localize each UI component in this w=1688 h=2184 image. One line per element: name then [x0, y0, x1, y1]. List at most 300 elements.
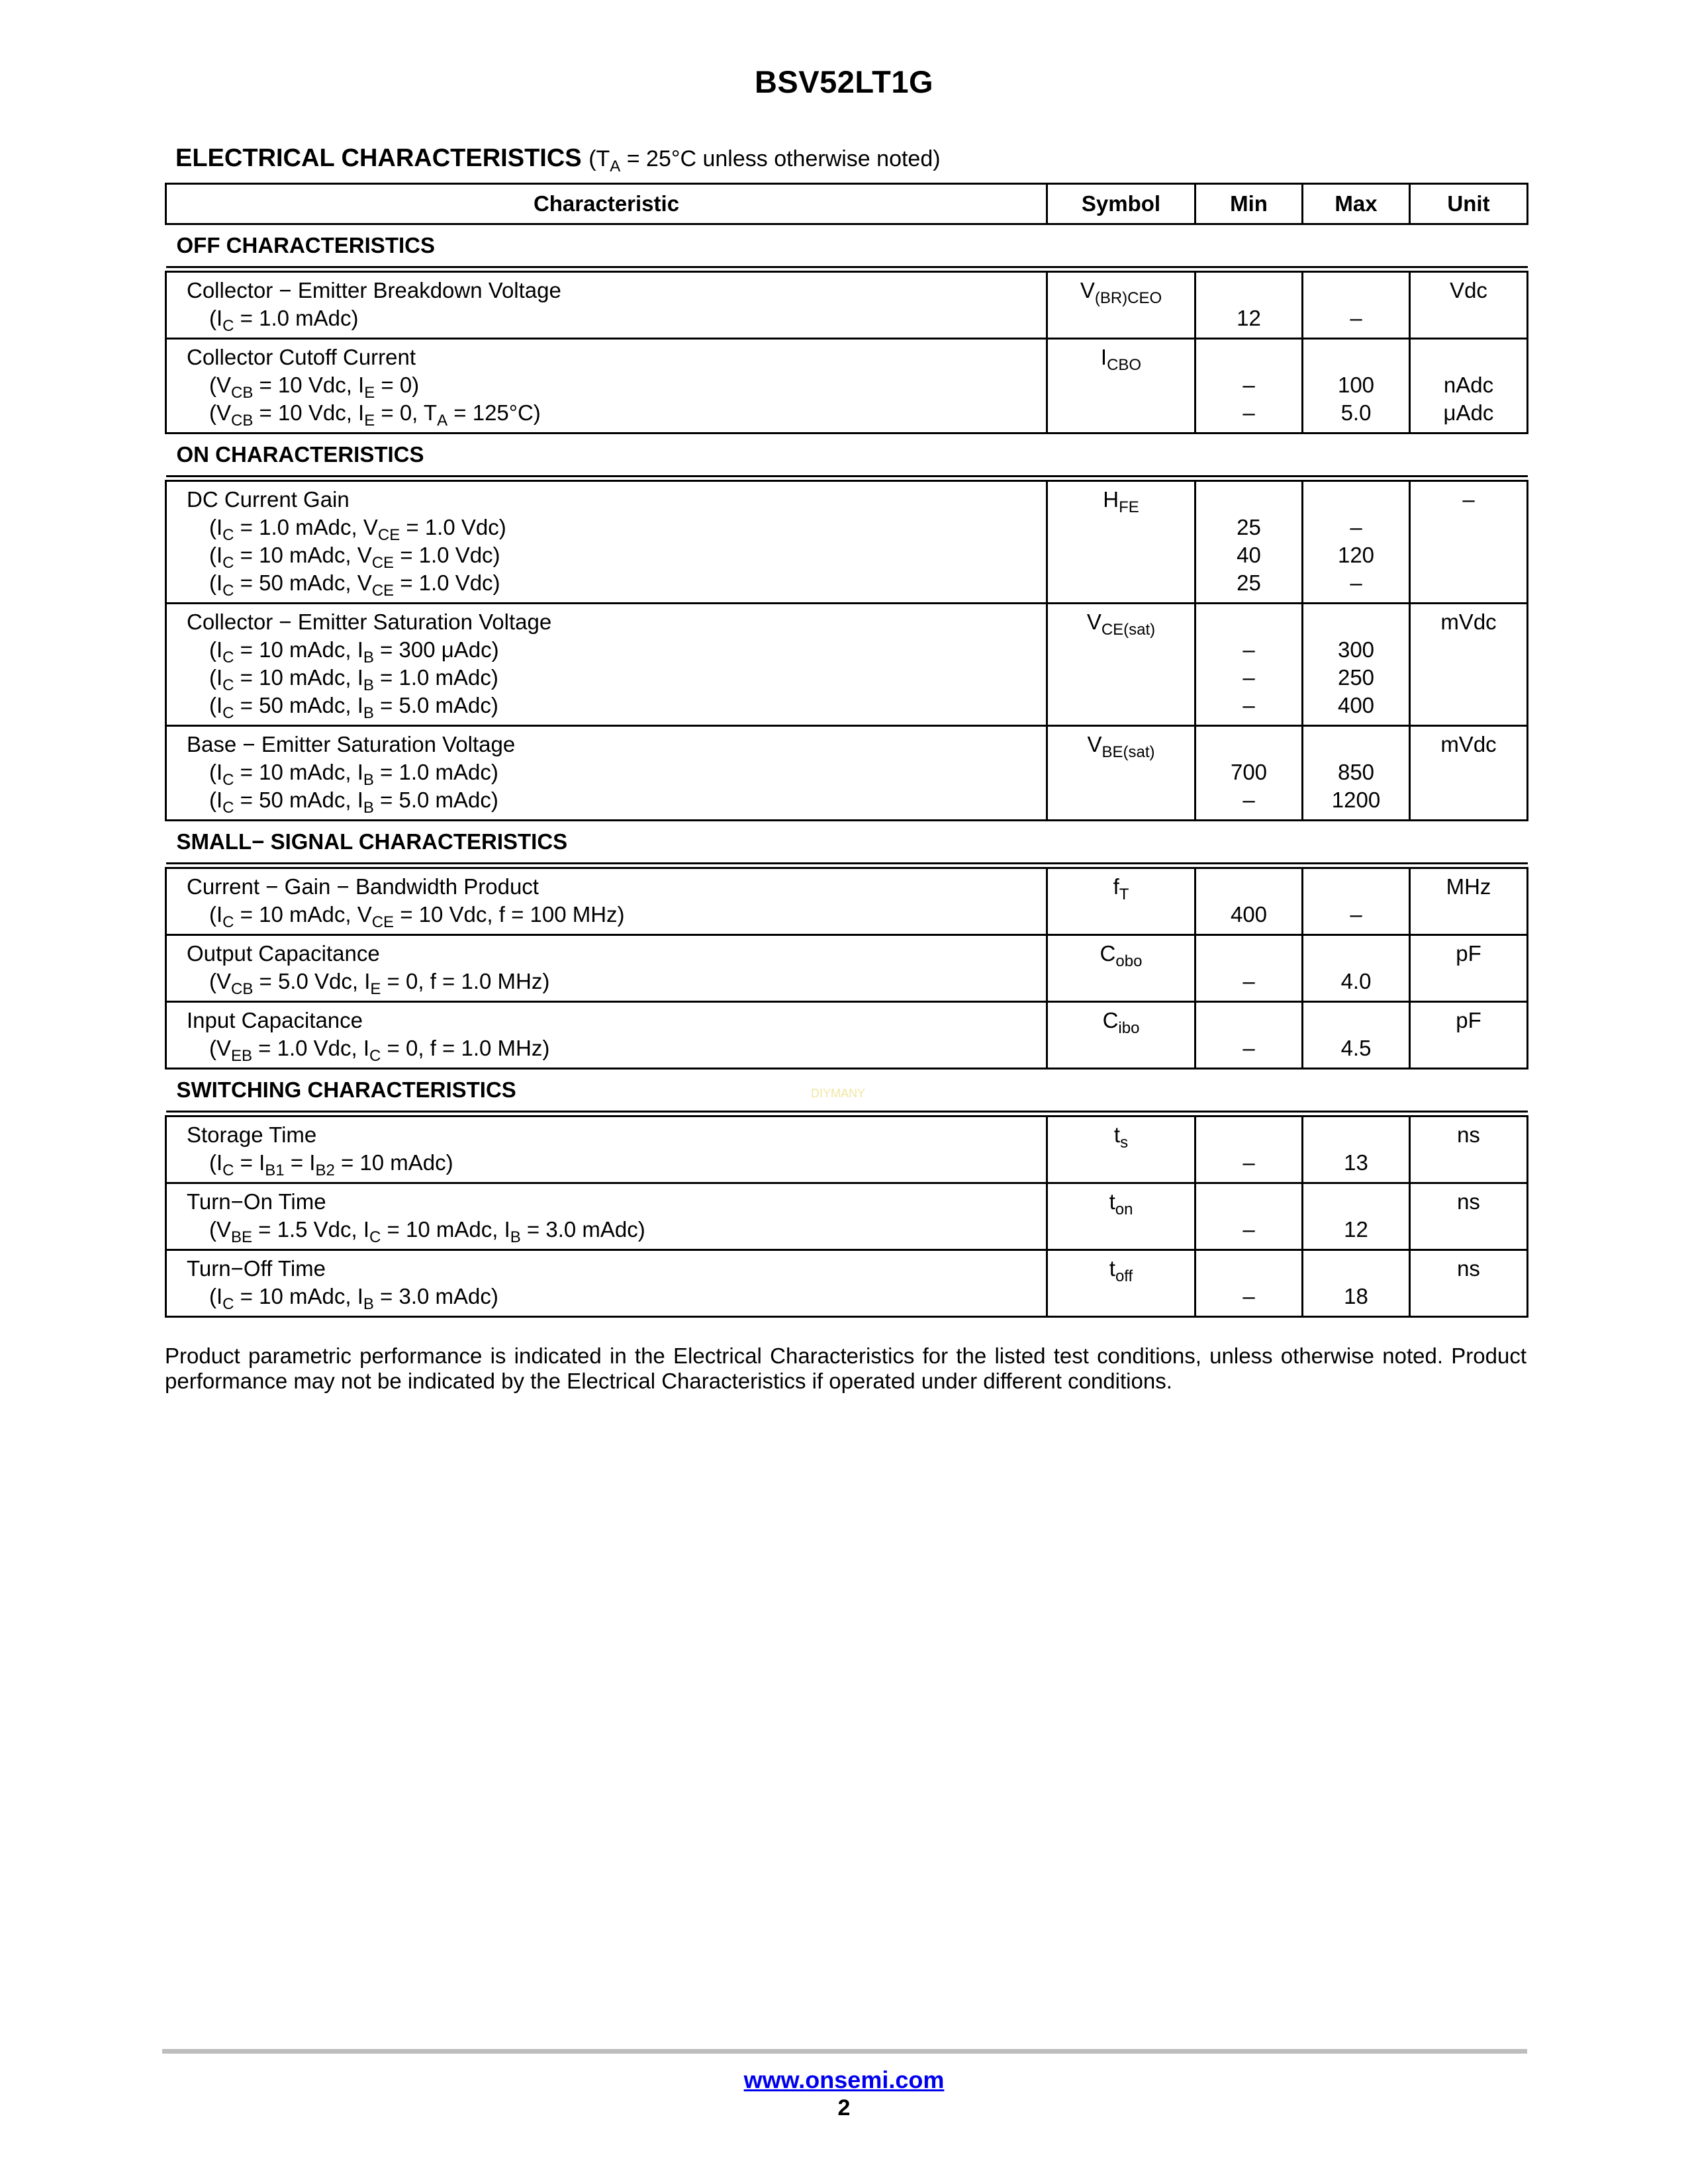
symbol-cell [1047, 604, 1196, 726]
test-condition [187, 1283, 1046, 1313]
test-condition [187, 786, 1046, 817]
group-title: SWITCHING CHARACTERISTICS [166, 1069, 1528, 1112]
text-part: = I [284, 1150, 316, 1175]
group-title: OFF CHARACTERISTICS [166, 224, 1528, 267]
text-part: = 3.0 mAdc) [520, 1217, 645, 1242]
watermark: DIYMANY [811, 1087, 866, 1100]
min-value: – [1243, 665, 1255, 690]
spacer-line [1303, 343, 1409, 371]
subscript: CB [231, 412, 254, 430]
symbol [1048, 1255, 1194, 1283]
max-value: 12 [1344, 1217, 1368, 1242]
max-value: 250 [1337, 665, 1375, 690]
table-row [166, 726, 1528, 821]
test-condition [187, 636, 1046, 664]
unit-cell [1410, 935, 1528, 1002]
subscript: C [222, 582, 234, 600]
test-condition [187, 569, 1046, 600]
text-part: = 10 mAdc, V [234, 902, 372, 927]
text-part: = 5.0 Vdc, I [253, 969, 371, 993]
min-value: 12 [1237, 306, 1261, 330]
text-part: t [1109, 1256, 1115, 1281]
spacer-line [1303, 277, 1409, 304]
min-cell [1196, 481, 1303, 604]
page-title: BSV52LT1G [754, 64, 934, 99]
symbol-cell [1047, 1183, 1196, 1250]
condition-prefix: (T [588, 146, 610, 171]
text-part: = 10 Vdc, I [253, 373, 365, 397]
text-part: = 1.0 Vdc) [394, 570, 500, 595]
text-part: = 50 mAdc, I [234, 788, 363, 812]
text-part: V [1086, 610, 1102, 634]
text-part: I [1100, 345, 1107, 369]
spacer-line [1303, 873, 1409, 901]
text-part: C [1100, 941, 1116, 966]
subscript: C [222, 799, 234, 817]
max-cell [1303, 272, 1410, 339]
text-part: H [1103, 487, 1119, 512]
symbol-cell [1047, 868, 1196, 935]
subscript: obo [1115, 952, 1143, 970]
unit-value: – [1462, 487, 1475, 512]
text-part: = 50 mAdc, V [234, 570, 372, 595]
test-condition [187, 1149, 1046, 1177]
subscript: CE [371, 913, 395, 931]
characteristic-cell [166, 339, 1047, 433]
unit-cell [1410, 1183, 1528, 1250]
max-cell [1303, 935, 1410, 1002]
text-part: = 1.0 mAdc) [373, 665, 498, 690]
min-cell [1196, 1250, 1303, 1317]
characteristic-cell [166, 1002, 1047, 1069]
unit-cell [1410, 481, 1528, 604]
subscript: CB [231, 980, 254, 998]
subscript: C [222, 554, 234, 572]
min-cell [1196, 339, 1303, 433]
text-part: = 1.0 mAdc) [373, 760, 498, 784]
header-unit: Unit [1410, 184, 1528, 224]
subscript: C [222, 1295, 234, 1313]
characteristic-cell [166, 868, 1047, 935]
subscript: B [363, 676, 374, 694]
text-part: = 5.0 mAdc) [373, 693, 498, 717]
test-condition [187, 1034, 1046, 1065]
text-part: (V [209, 373, 231, 397]
symbol-cell [1047, 481, 1196, 604]
text-part: t [1109, 1189, 1115, 1214]
spacer-line [1303, 1255, 1409, 1283]
table-row [166, 339, 1528, 433]
condition-suffix: = 25°C unless otherwise noted) [620, 146, 941, 171]
unit-cell [1410, 604, 1528, 726]
min-cell [1196, 604, 1303, 726]
text-part: = 1.0 mAdc) [234, 306, 359, 330]
max-value: 120 [1337, 543, 1375, 567]
subscript: C [369, 1047, 381, 1065]
min-value: – [1243, 400, 1255, 425]
test-condition [187, 664, 1046, 692]
text-part: = 10 mAdc, I [234, 1284, 363, 1308]
unit-value: pF [1456, 941, 1481, 966]
spacer-line [1196, 608, 1301, 636]
min-value: – [1243, 637, 1255, 662]
subscript: C [222, 913, 234, 931]
text-part: = 10 mAdc) [334, 1150, 453, 1175]
symbol [1048, 277, 1194, 307]
symbol [1048, 940, 1194, 968]
max-value: – [1350, 306, 1362, 330]
subscript: ibo [1118, 1019, 1140, 1037]
text-part: (V [209, 1036, 231, 1060]
subscript: B [363, 704, 374, 722]
text-part: = 1.0 Vdc, I [252, 1036, 370, 1060]
max-cell [1303, 1250, 1410, 1317]
characteristic-cell [166, 481, 1047, 604]
min-cell [1196, 935, 1303, 1002]
test-condition [187, 399, 1046, 430]
subscript: CE [377, 526, 400, 544]
max-value: 400 [1337, 693, 1375, 717]
table-row [166, 935, 1528, 1002]
website-link[interactable]: www.onsemi.com [743, 2066, 945, 2093]
subscript: C [222, 526, 234, 544]
text-part: (V [209, 1217, 231, 1242]
symbol [1048, 343, 1194, 374]
text-part: = 50 mAdc, I [234, 693, 363, 717]
spacer-line [1196, 1121, 1301, 1149]
min-cell [1196, 1183, 1303, 1250]
spacer-line [1411, 343, 1526, 371]
group-row-small-signal [166, 821, 1528, 864]
max-value: 850 [1337, 760, 1375, 784]
spacer-line [1196, 940, 1301, 968]
text-part: f [1113, 874, 1119, 899]
symbol [1048, 731, 1194, 761]
min-value: – [1243, 1036, 1255, 1060]
symbol [1048, 1121, 1194, 1152]
unit-cell [1410, 1116, 1528, 1183]
text-part: (V [209, 400, 231, 425]
spacer-line [1303, 1121, 1409, 1149]
max-cell [1303, 1116, 1410, 1183]
spacer-line [1303, 1007, 1409, 1034]
section-heading: ELECTRICAL CHARACTERISTICS [175, 144, 582, 172]
text-part: = 0) [375, 373, 420, 397]
text-part: = 5.0 mAdc) [373, 788, 498, 812]
header-characteristic: Characteristic [166, 184, 1047, 224]
symbol-cell [1047, 339, 1196, 433]
table-row [166, 481, 1528, 604]
text-part: (I [209, 515, 223, 539]
page-number: 2 [837, 2095, 851, 2120]
text-part: (I [209, 543, 223, 567]
spacer-line [1196, 1007, 1301, 1034]
max-value: – [1350, 515, 1362, 539]
subscript: CB [231, 384, 254, 402]
header-symbol: Symbol [1047, 184, 1196, 224]
subscript: B [363, 771, 374, 789]
characteristic-name: Collector − Emitter Saturation Voltage [187, 610, 552, 634]
text-part: = 125°C) [447, 400, 541, 425]
subscript: C [222, 317, 234, 335]
spacer-line [1303, 1188, 1409, 1216]
max-value: 4.5 [1340, 1036, 1372, 1060]
unit-value: ns [1457, 1256, 1480, 1281]
spacer-line [1303, 486, 1409, 514]
text-part: = 10 mAdc, I [234, 637, 363, 662]
table-header-row [166, 184, 1528, 224]
min-value: – [1243, 1217, 1255, 1242]
unit-cell [1410, 868, 1528, 935]
max-cell [1303, 481, 1410, 604]
min-value: 25 [1237, 515, 1261, 539]
min-value: – [1243, 693, 1255, 717]
header-min: Min [1196, 184, 1303, 224]
min-value: – [1243, 788, 1255, 812]
max-value: 13 [1344, 1150, 1368, 1175]
characteristic-name: Input Capacitance [187, 1008, 363, 1032]
subscript: C [222, 771, 234, 789]
subscript: FE [1119, 498, 1139, 516]
text-part: V [1080, 278, 1095, 302]
unit-cell [1410, 726, 1528, 821]
max-cell [1303, 726, 1410, 821]
text-part: (I [209, 570, 223, 595]
symbol [1048, 873, 1194, 901]
characteristic-name: Base − Emitter Saturation Voltage [187, 732, 516, 756]
symbol [1048, 486, 1194, 514]
unit-value: pF [1456, 1008, 1481, 1032]
test-condition [187, 1216, 1046, 1244]
text-part: V [1087, 732, 1102, 756]
characteristic-name: Turn−Off Time [187, 1256, 326, 1281]
unit-value: mVdc [1440, 610, 1497, 634]
characteristic-name: DC Current Gain [187, 487, 350, 512]
characteristic-cell [166, 1183, 1047, 1250]
subscript: B [363, 799, 374, 817]
min-value: – [1243, 969, 1255, 993]
characteristic-cell [166, 272, 1047, 339]
unit-value: nAdc [1443, 373, 1494, 397]
min-value: – [1243, 373, 1255, 397]
text-part: (I [209, 306, 223, 330]
text-part: = 10 Vdc, I [253, 400, 365, 425]
subscript: B1 [265, 1161, 285, 1179]
table-row [166, 1116, 1528, 1183]
text-part: = 3.0 mAdc) [373, 1284, 498, 1308]
test-condition [187, 758, 1046, 789]
subscript: B [363, 649, 374, 666]
max-value: 300 [1337, 637, 1375, 662]
section-condition [588, 146, 941, 175]
min-value: 40 [1237, 543, 1261, 567]
subscript: off [1115, 1267, 1133, 1285]
text-part: (I [209, 665, 223, 690]
spacer-line [1196, 1255, 1301, 1283]
min-cell [1196, 1116, 1303, 1183]
unit-value: Vdc [1450, 278, 1487, 302]
text-part: = 1.0 Vdc) [394, 543, 500, 567]
max-value: 18 [1344, 1284, 1368, 1308]
text-part: = 1.5 Vdc, I [252, 1217, 370, 1242]
text-part: t [1113, 1122, 1121, 1147]
min-value: 400 [1230, 902, 1268, 927]
max-value: 4.0 [1340, 969, 1372, 993]
text-part: (I [209, 693, 223, 717]
table-row [166, 272, 1528, 339]
test-condition [187, 541, 1046, 572]
subscript: EB [231, 1047, 253, 1065]
text-part: = 0, f = 1.0 MHz) [381, 1036, 550, 1060]
symbol-cell [1047, 1002, 1196, 1069]
condition-sub: A [610, 158, 621, 175]
characteristic-name: Collector − Emitter Breakdown Voltage [187, 278, 561, 302]
group-title: ON CHARACTERISTICS [166, 433, 1528, 477]
spacer-line [1196, 1188, 1301, 1216]
max-value: 5.0 [1340, 400, 1372, 425]
symbol-cell [1047, 1250, 1196, 1317]
max-value: – [1350, 902, 1362, 927]
unit-value: ns [1457, 1122, 1480, 1147]
subscript: C [369, 1228, 381, 1246]
spacer-line [1303, 608, 1409, 636]
subscript: s [1120, 1134, 1129, 1152]
text-part: = 0, f = 1.0 MHz) [381, 969, 550, 993]
text-part: (I [209, 1284, 223, 1308]
spacer-line [1196, 277, 1301, 304]
max-cell [1303, 868, 1410, 935]
text-part: = 10 mAdc, I [234, 665, 363, 690]
subscript: CBO [1107, 356, 1142, 374]
footnote: Product parametric performance is indicated in the Electrical Characteristics for the listed test conditions, unless otherwise noted. Product performance may not be indicated by the Electrical Characteristics if operated under different conditions. [165, 1343, 1526, 1393]
group-title: SMALL− SIGNAL CHARACTERISTICS [166, 821, 1528, 864]
subscript: B2 [315, 1161, 335, 1179]
max-value: 1200 [1331, 788, 1381, 812]
symbol-cell [1047, 935, 1196, 1002]
symbol-cell [1047, 272, 1196, 339]
test-condition [187, 692, 1046, 722]
max-cell [1303, 1183, 1410, 1250]
max-value: 100 [1337, 373, 1375, 397]
text-part: = 10 mAdc, I [381, 1217, 510, 1242]
test-condition [187, 901, 1046, 929]
spacer-line [1303, 731, 1409, 758]
characteristic-name: Turn−On Time [187, 1189, 326, 1214]
characteristic-name: Collector Cutoff Current [187, 345, 416, 369]
unit-cell [1410, 272, 1528, 339]
text-part: = 0, T [375, 400, 438, 425]
table-row [166, 1002, 1528, 1069]
subscript: E [370, 980, 381, 998]
group-row-on [166, 433, 1528, 477]
symbol [1048, 1007, 1194, 1037]
unit-value: mVdc [1440, 732, 1497, 756]
subscript: E [364, 384, 375, 402]
test-condition [187, 371, 1046, 402]
subscript: on [1115, 1201, 1133, 1218]
unit-cell [1410, 339, 1528, 433]
group-row-off [166, 224, 1528, 267]
subscript: BE(sat) [1102, 743, 1155, 761]
subscript: B [510, 1228, 521, 1246]
text-part: = 1.0 mAdc, V [234, 515, 378, 539]
min-value: 700 [1230, 760, 1268, 784]
subscript: CE [371, 582, 395, 600]
unit-value: ns [1457, 1189, 1480, 1214]
characteristic-cell [166, 935, 1047, 1002]
unit-value: MHz [1446, 874, 1491, 899]
characteristic-name: Output Capacitance [187, 941, 380, 966]
subscript: B [363, 1295, 374, 1313]
section-title [175, 144, 941, 173]
unit-value: μAdc [1443, 400, 1494, 425]
text-part: = 1.0 Vdc) [400, 515, 506, 539]
min-cell [1196, 726, 1303, 821]
symbol [1048, 608, 1194, 639]
symbol-cell [1047, 1116, 1196, 1183]
spacer-line [1196, 731, 1301, 758]
symbol [1048, 1188, 1194, 1216]
subscript: E [364, 412, 375, 430]
text-part: = I [234, 1150, 265, 1175]
text-part: (I [209, 637, 223, 662]
header-max: Max [1303, 184, 1410, 224]
spacer-line [1303, 940, 1409, 968]
subscript: C [222, 704, 234, 722]
test-condition [187, 304, 1046, 335]
spacer-line [1196, 873, 1301, 901]
table-row [166, 868, 1528, 935]
table-row [166, 604, 1528, 726]
text-part: (I [209, 788, 223, 812]
subscript: (BR)CEO [1094, 289, 1162, 307]
subscript: BE [231, 1228, 253, 1246]
characteristic-cell [166, 1116, 1047, 1183]
max-cell [1303, 604, 1410, 726]
characteristic-cell [166, 604, 1047, 726]
characteristic-name: Storage Time [187, 1122, 317, 1147]
text-part: C [1102, 1008, 1119, 1032]
min-value: 25 [1237, 570, 1261, 595]
table-row [166, 1250, 1528, 1317]
characteristic-cell [166, 726, 1047, 821]
subscript: C [222, 649, 234, 666]
min-cell [1196, 272, 1303, 339]
text-part: (I [209, 1150, 223, 1175]
symbol-cell [1047, 726, 1196, 821]
footer-divider [162, 2049, 1527, 2054]
test-condition [187, 968, 1046, 998]
electrical-characteristics-table [165, 183, 1528, 1318]
subscript: CE [371, 554, 395, 572]
min-value: – [1243, 1150, 1255, 1175]
text-part: = 10 Vdc, f = 100 MHz) [394, 902, 625, 927]
subscript: CE(sat) [1101, 621, 1156, 639]
text-part: = 10 mAdc, I [234, 760, 363, 784]
unit-cell [1410, 1002, 1528, 1069]
characteristic-name: Current − Gain − Bandwidth Product [187, 874, 539, 899]
subscript: C [222, 1161, 234, 1179]
text-part: (I [209, 902, 223, 927]
text-part: = 300 μAdc) [373, 637, 499, 662]
text-part: (I [209, 760, 223, 784]
max-cell [1303, 339, 1410, 433]
max-cell [1303, 1002, 1410, 1069]
table-row [166, 1183, 1528, 1250]
unit-cell [1410, 1250, 1528, 1317]
min-cell [1196, 1002, 1303, 1069]
min-value: – [1243, 1284, 1255, 1308]
